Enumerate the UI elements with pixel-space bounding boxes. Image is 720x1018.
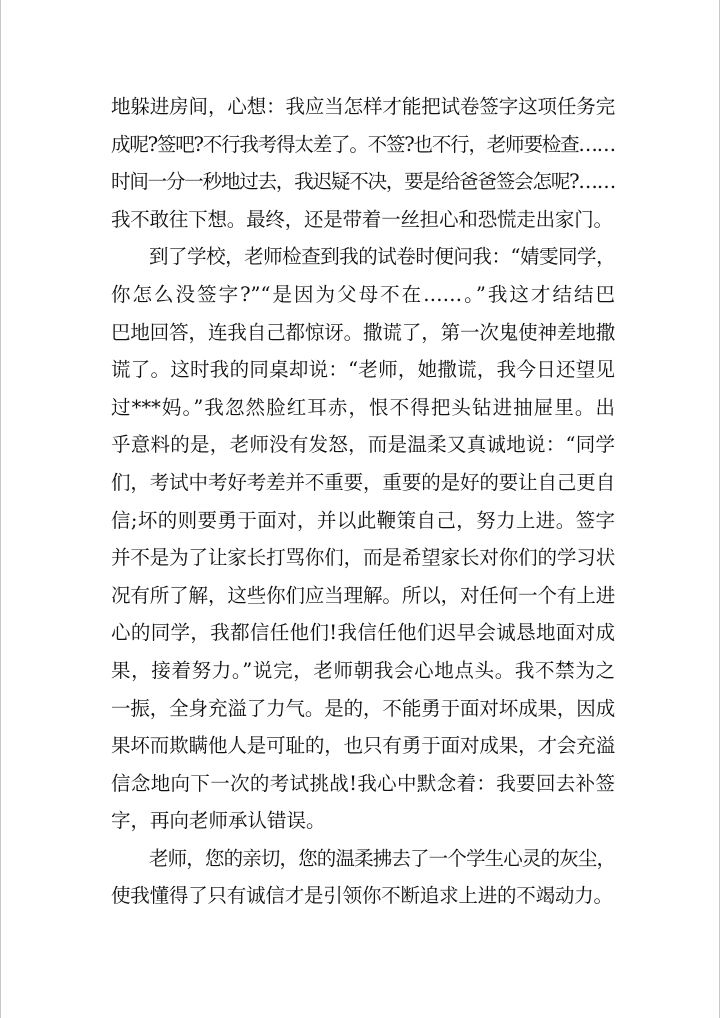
text-line: 使我懂得了只有诚信才是引领你不断追求上进的不竭动力。 (111, 884, 613, 908)
text-line: 信;坏的则要勇于面对，并以此鞭策自己，努力上进。签字 (111, 508, 615, 532)
text-line: 谎了。这时我的同桌却说：“老师，她撒谎，我今日还望见 (111, 358, 615, 382)
text-line: 果，接着努力。”说完，老师朝我会心地点头。我不禁为之 (111, 658, 615, 682)
text-line: 字，再向老师承认错误。 (111, 809, 326, 833)
text-line: 心的同学，我都信任他们!我信任他们迟早会诚恳地面对成 (111, 621, 615, 645)
text-line: 到了学校，老师检查到我的试卷时便问我：“婧雯同学， (149, 245, 615, 269)
text-line: 时间一分一秒地过去，我迟疑不决，要是给爸爸签会怎呢?…… (111, 170, 615, 194)
text-line: 并不是为了让家长打骂你们，而是希望家长对你们的学习状 (111, 546, 615, 570)
text-line: 成呢?签吧?不行我考得太差了。不签?也不行，老师要检查…… (111, 132, 615, 156)
text-line: 我不敢往下想。最终，还是带着一丝担心和恐慌走出家门。 (111, 207, 613, 231)
text-line: 信念地向下一次的考试挑战!我心中默念着：我要回去补签 (111, 771, 615, 795)
text-line: 你怎么没签字?”“是因为父母不在……。”我这才结结巴 (111, 282, 615, 306)
text-line: 们，考试中考好考差并不重要，重要的是好的要让自己更自 (111, 470, 615, 494)
text-line: 况有所了解，这些你们应当理解。所以，对任何一个有上进 (111, 583, 615, 607)
text-line: 巴地回答，连我自己都惊讶。撒谎了，第一次鬼使神差地撒 (111, 320, 615, 344)
text-line: 一振，全身充溢了力气。是的，不能勇于面对坏成果，因成 (111, 696, 615, 720)
text-line: 老师，您的亲切，您的温柔拂去了一个学生心灵的灰尘， (149, 846, 615, 870)
text-line: 地躲进房间，心想：我应当怎样才能把试卷签字这项任务完 (111, 95, 615, 118)
text-line: 果坏而欺瞒他人是可耻的，也只有勇于面对成果，才会充溢 (111, 734, 615, 758)
text-line: 过***妈。”我忽然脸红耳赤，恨不得把头钻进抽屉里。出 (111, 395, 615, 419)
body-text (111, 88, 615, 915)
text-line: 乎意料的是，老师没有发怒，而是温柔又真诚地说：“同学 (111, 433, 615, 457)
